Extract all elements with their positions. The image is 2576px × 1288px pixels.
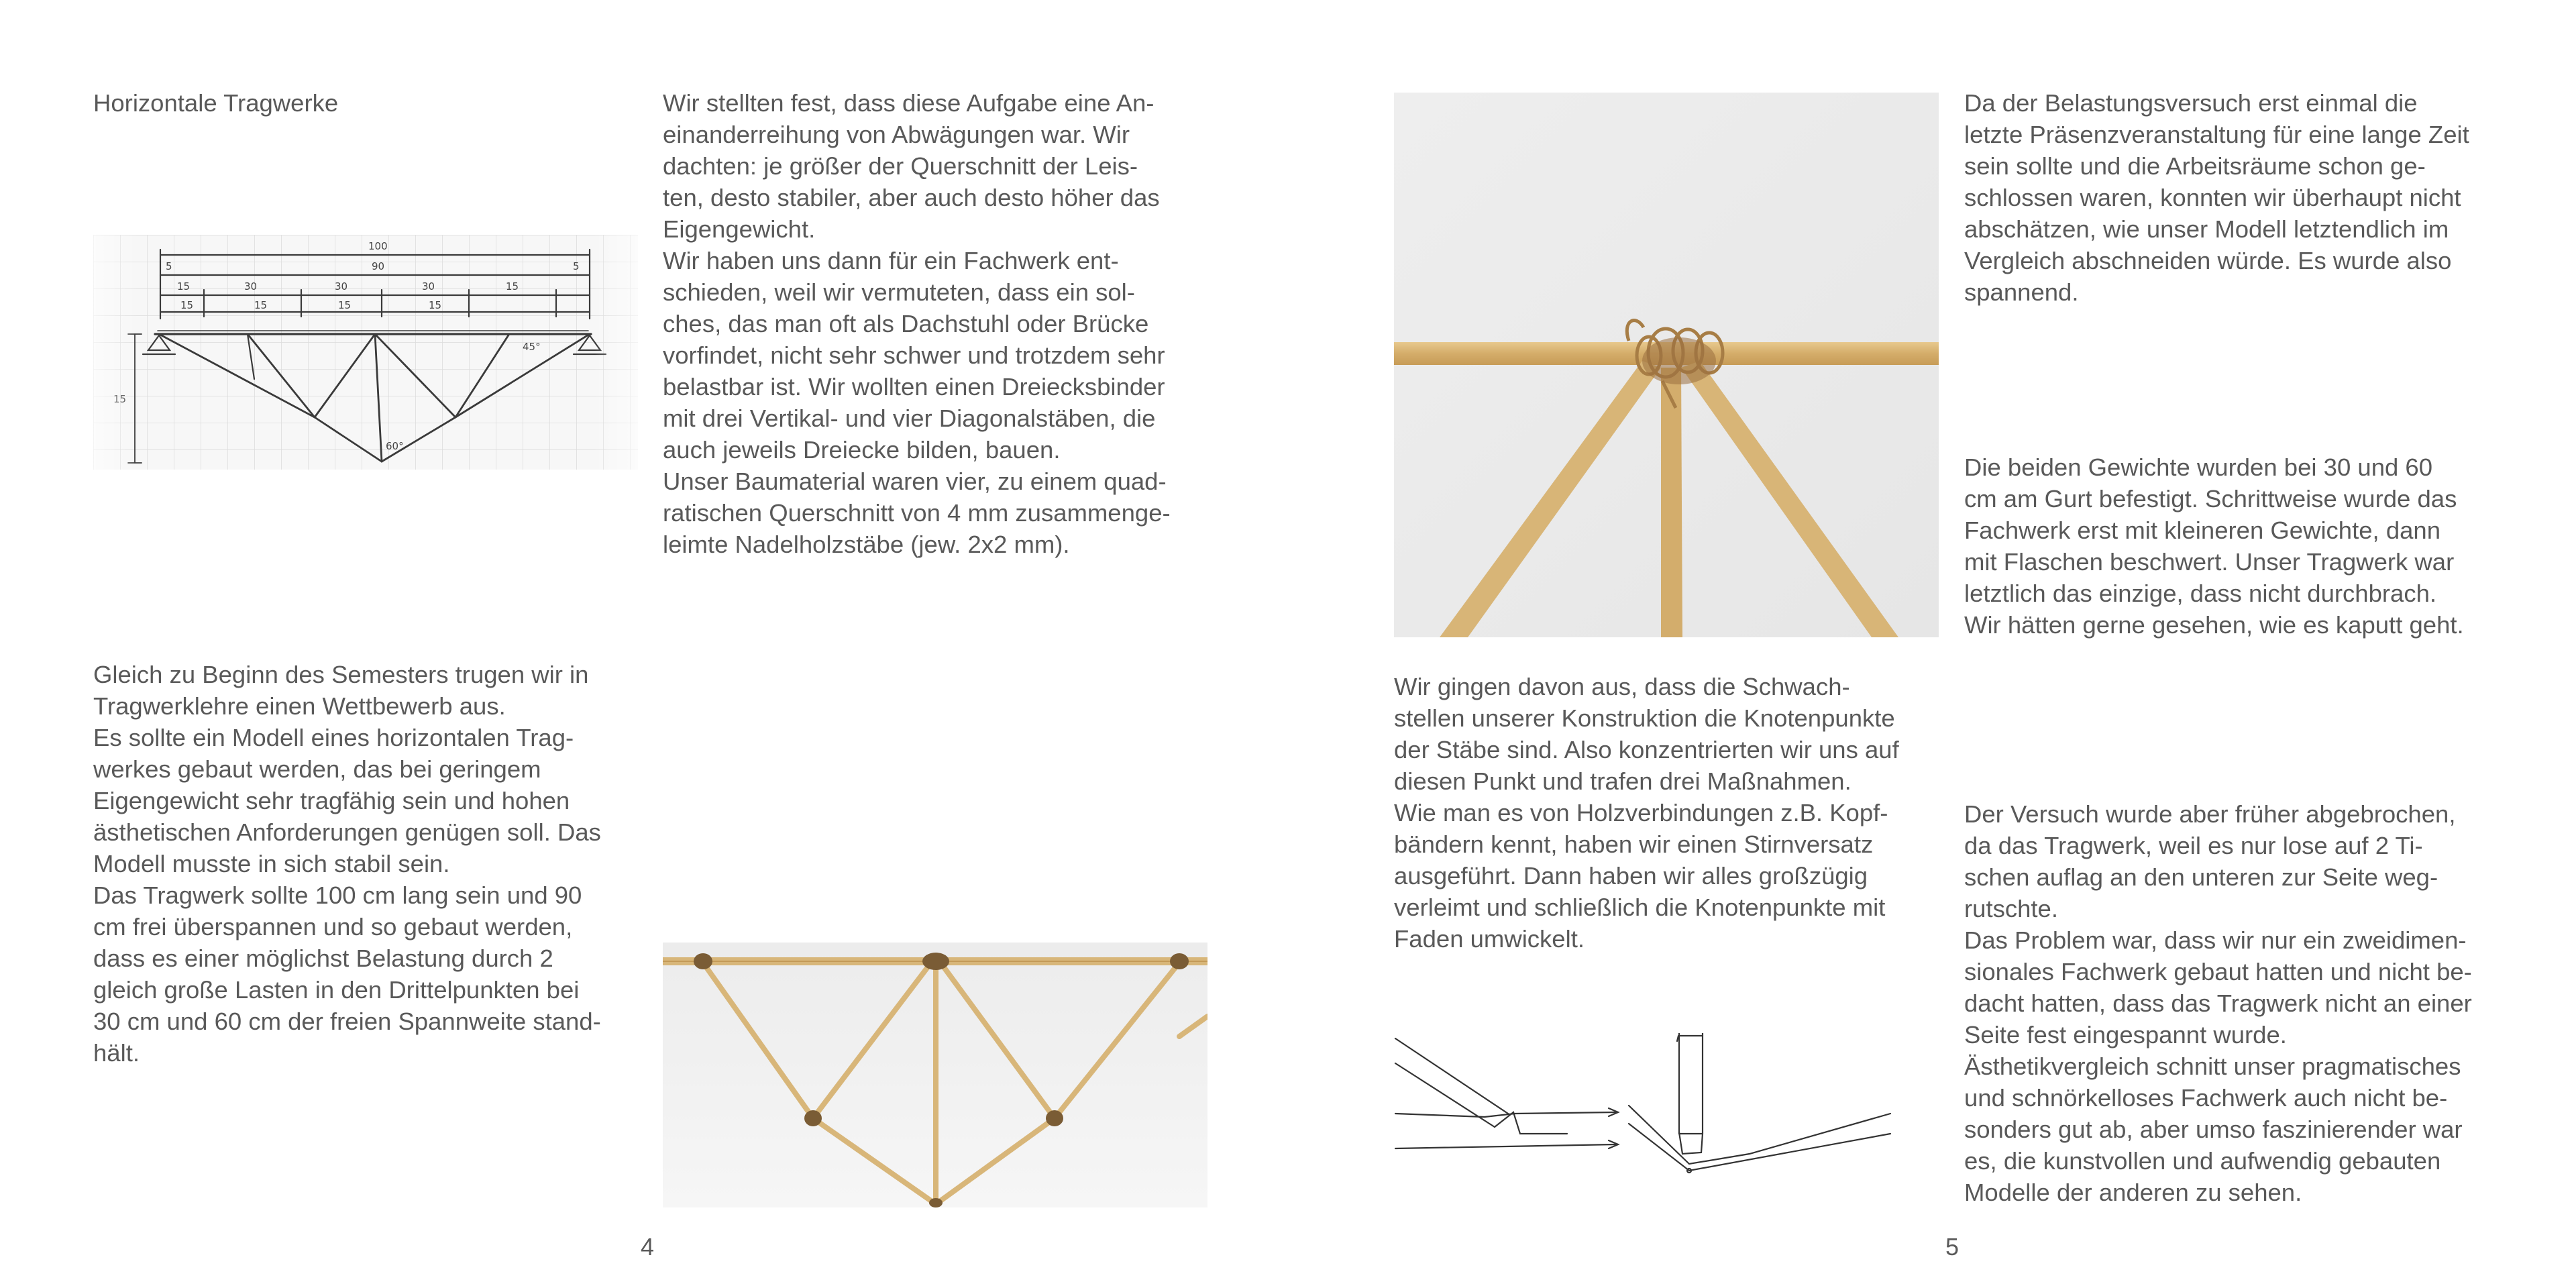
right-col2-text <box>1394 671 1944 955</box>
text-line: einanderreihung von Abwägungen war. Wir <box>663 121 1130 148</box>
right-col3-mid-text <box>1964 451 2514 641</box>
text-line: Ästhetikvergleich schnitt unser pragmatisches <box>1964 1053 2461 1080</box>
text-line: belastbar ist. Wir wollten einen Dreiecksbinder <box>663 373 1165 400</box>
text-line: dass es einer möglichst Belastung durch 2 <box>93 945 553 972</box>
text-line: vorfindet, nicht sehr schwer und trotzdem sehr <box>663 341 1165 369</box>
text-line: Wie man es von Holzverbindungen z.B. Kopf- <box>1394 799 1888 826</box>
text-line: rutschte. <box>1964 895 2058 922</box>
text-line: der Stäbe sind. Also konzentrierten wir uns auf <box>1394 736 1899 763</box>
text-line: verleimt und schließlich die Knotenpunkte mit <box>1394 894 1886 921</box>
text-line: Die beiden Gewichte wurden bei 30 und 60 <box>1964 453 2433 481</box>
text-line: es, die kunstvollen und aufwendig gebauten <box>1964 1147 2441 1175</box>
text-line: spannend. <box>1964 278 2079 306</box>
text-line: Es sollte ein Modell eines horizontalen Trag- <box>93 724 574 751</box>
text-line: Eigengewicht sehr tragfähig sein und hohen <box>93 787 570 814</box>
text-line: ten, desto stabiler, aber auch desto höher das <box>663 184 1160 211</box>
text-line: schieden, weil wir vermuteten, dass ein sol- <box>663 278 1135 306</box>
page-number-left: 4 <box>641 1233 655 1260</box>
text-line: Wir stellten fest, dass diese Aufgabe eine An- <box>663 89 1155 117</box>
right-col3-bottom-text <box>1964 798 2514 1208</box>
text-line: Das Tragwerk sollte 100 cm lang sein und 90 <box>93 881 582 909</box>
text-line: stellen unserer Konstruktion die Knotenpunkte <box>1394 704 1895 732</box>
text-line: schlossen waren, konnten wir überhaupt nicht <box>1964 184 2461 211</box>
knot-closeup-photo <box>1394 93 1939 637</box>
joint-detail-sketches <box>1394 1033 1904 1181</box>
truss-model-photo <box>663 943 1208 1208</box>
text-line: und schnörkelloses Fachwerk auch nicht be- <box>1964 1084 2448 1112</box>
truss-model-drawing <box>663 943 1208 1208</box>
text-line: sein sollte und die Arbeitsräume schon ge- <box>1964 152 2426 180</box>
text-line: da das Tragwerk, weil es nur lose auf 2 Ti- <box>1964 832 2423 859</box>
text-line: bändern kennt, haben wir einen Stirnversatz <box>1394 830 1874 858</box>
text-line: Da der Belastungsversuch erst einmal die <box>1964 89 2418 117</box>
text-line: cm frei überspannen und so gebaut werden, <box>93 913 573 941</box>
text-line: mit drei Vertikal- und vier Diagonalstäben, die <box>663 405 1156 432</box>
text-line: Der Versuch wurde aber früher abgebrochen, <box>1964 800 2456 828</box>
text-line: Vergleich abschneiden würde. Es wurde also <box>1964 247 2452 274</box>
text-line: Wir gingen davon aus, dass die Schwach- <box>1394 673 1850 700</box>
left-col1-text <box>93 659 643 1069</box>
text-line: auch jeweils Dreiecke bilden, bauen. <box>663 436 1061 464</box>
text-line: 30 cm und 60 cm der freien Spannweite stand- <box>93 1008 601 1035</box>
truss-sketch-drawing <box>93 235 638 470</box>
text-line: hält. <box>93 1039 140 1067</box>
truss-sketch-image <box>93 235 638 470</box>
text-line: sonders gut ab, aber umso faszinierender war <box>1964 1116 2463 1143</box>
page-number-right: 5 <box>1945 1233 1960 1260</box>
text-line: gleich große Lasten in den Drittelpunkten bei <box>93 976 580 1004</box>
text-line: Seite fest eingespannt wurde. <box>1964 1021 2287 1049</box>
text-line: sionales Fachwerk gebaut hatten und nicht be- <box>1964 958 2472 985</box>
text-line: dachten: je größer der Querschnitt der Leis- <box>663 152 1138 180</box>
text-line: letztlich das einzige, dass nicht durchbrach. <box>1964 580 2437 607</box>
text-line: letzte Präsenzveranstaltung für eine lange Zeit <box>1964 121 2469 148</box>
text-line: diesen Punkt und trafen drei Maßnahmen. <box>1394 767 1851 795</box>
text-line: Modelle der anderen zu sehen. <box>1964 1179 2302 1206</box>
text-line: ästhetischen Anforderungen genügen soll. Das <box>93 818 601 846</box>
text-line: leimte Nadelholzstäbe (jew. 2x2 mm). <box>663 531 1070 558</box>
knot-closeup-drawing <box>1394 93 1939 637</box>
text-line: schen auflag an den unteren zur Seite weg- <box>1964 863 2438 891</box>
text-line: cm am Gurt befestigt. Schrittweise wurde das <box>1964 485 2457 513</box>
text-line: Gleich zu Beginn des Semesters trugen wir in <box>93 661 589 688</box>
text-line: abschätzen, wie unser Modell letztendlich im <box>1964 215 2449 243</box>
joint-detail-drawing <box>1394 1033 1904 1181</box>
text-line: Eigengewicht. <box>663 215 816 243</box>
text-line: Faden umwickelt. <box>1394 925 1585 953</box>
left-col2-text <box>663 87 1213 560</box>
text-line: Fachwerk erst mit kleineren Gewichte, dann <box>1964 517 2441 544</box>
right-col3-top-text <box>1964 87 2514 308</box>
text-line: Das Problem war, dass wir nur ein zweidimen- <box>1964 926 2467 954</box>
text-line: Wir haben uns dann für ein Fachwerk ent- <box>663 247 1119 274</box>
text-line: Unser Baumaterial waren vier, zu einem quad- <box>663 468 1167 495</box>
text-line: Modell musste in sich stabil sein. <box>93 850 450 877</box>
text-line: Tragwerklehre einen Wettbewerb aus. <box>93 692 506 720</box>
text-line: ausgeführt. Dann haben wir alles großzügig <box>1394 862 1868 890</box>
text-line: ratischen Querschnitt von 4 mm zusammenge- <box>663 499 1171 527</box>
text-line: mit Flaschen beschwert. Unser Tragwerk war <box>1964 548 2455 576</box>
text-line: Wir hätten gerne gesehen, wie es kaputt geht. <box>1964 611 2464 639</box>
text-line: werkes gebaut werden, das bei geringem <box>93 755 541 783</box>
section-heading: Horizontale Tragwerke <box>93 89 339 117</box>
text-line: ches, das man oft als Dachstuhl oder Brücke <box>663 310 1149 337</box>
text-line: dacht hatten, dass das Tragwerk nicht an einer <box>1964 989 2472 1017</box>
